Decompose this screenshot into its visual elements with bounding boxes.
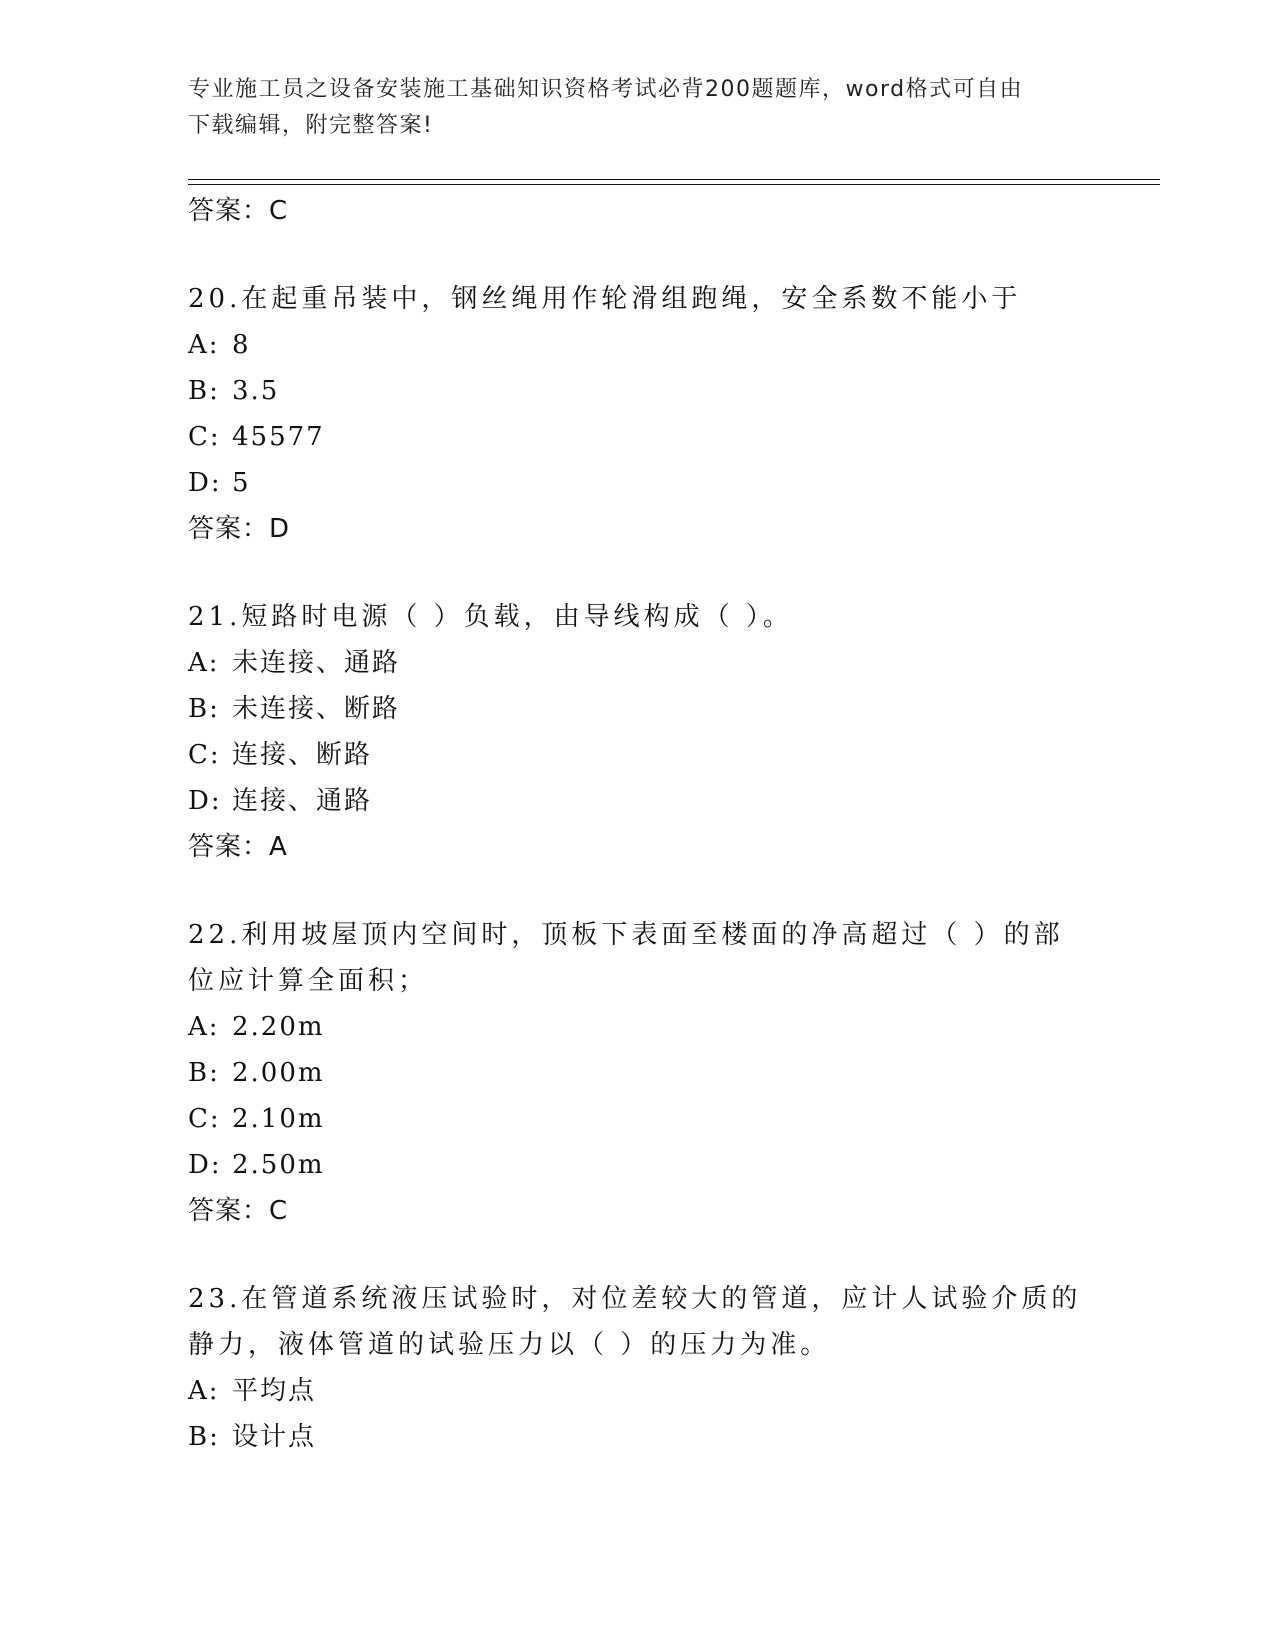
option-text: 2.00m: [232, 1058, 325, 1088]
option-key: D:: [188, 1150, 222, 1180]
header-line-1: 专业施工员之设备安装施工基础知识资格考试必背200题题库，word格式可自由: [188, 77, 1024, 102]
option-text: 平均点: [232, 1376, 317, 1406]
option-key: A:: [188, 1376, 220, 1406]
option-text: 2.50m: [232, 1150, 325, 1180]
option-text: 8: [232, 330, 251, 360]
option-key: D:: [188, 468, 222, 498]
option-a: [188, 1368, 1088, 1414]
option-b: [188, 1050, 1088, 1096]
option-key: B:: [188, 1422, 220, 1452]
document-header: [188, 72, 1088, 144]
option-c: [188, 732, 1088, 778]
option-key: D:: [188, 786, 222, 816]
question-stem: 20.在起重吊装中，钢丝绳用作轮滑组跑绳，安全系数不能小于: [188, 284, 1022, 314]
option-key: A:: [188, 648, 220, 678]
option-b: [188, 368, 1088, 414]
option-text: 未连接、通路: [232, 648, 401, 678]
option-text: 3.5: [232, 376, 280, 406]
answer-line: 答案：C: [188, 1196, 289, 1226]
option-b: [188, 1414, 1088, 1460]
option-text: 未连接、断路: [232, 694, 401, 724]
option-b: [188, 686, 1088, 732]
answer-line: 答案：A: [188, 832, 288, 862]
option-d: [188, 460, 1088, 506]
question-23: [188, 1276, 1088, 1460]
option-text: 5: [232, 468, 251, 498]
question-20: [188, 276, 1088, 552]
question-stem: 22.利用坡屋顶内空间时，顶板下表面至楼面的净高超过（ ）的部位应计算全面积；: [188, 920, 1064, 996]
option-c: [188, 414, 1088, 460]
header-line-2: 下载编辑，附完整答案!: [188, 113, 434, 138]
option-key: C:: [188, 1104, 221, 1134]
option-text: 设计点: [232, 1422, 317, 1452]
option-a: [188, 1004, 1088, 1050]
option-text: 连接、断路: [232, 740, 373, 770]
option-text: 2.10m: [232, 1104, 325, 1134]
previous-answer: 答案：C: [188, 196, 289, 226]
option-a: [188, 322, 1088, 368]
option-key: A:: [188, 1012, 220, 1042]
option-d: [188, 1142, 1088, 1188]
header-divider-bottom: [188, 184, 1160, 185]
question-22: [188, 912, 1088, 1234]
option-text: 连接、通路: [232, 786, 373, 816]
question-list: [188, 188, 1088, 1460]
option-c: [188, 1096, 1088, 1142]
header-divider-top: [188, 179, 1160, 180]
option-text: 2.20m: [232, 1012, 325, 1042]
answer-line: 答案：D: [188, 514, 291, 544]
option-key: B:: [188, 376, 220, 406]
option-a: [188, 640, 1088, 686]
option-text: 45577: [232, 422, 325, 452]
question-stem: 21.短路时电源（ ）负载，由导线构成（ ）。: [188, 602, 793, 632]
question-21: [188, 594, 1088, 870]
option-key: B:: [188, 1058, 220, 1088]
option-key: C:: [188, 740, 221, 770]
option-key: A:: [188, 330, 220, 360]
option-key: C:: [188, 422, 221, 452]
option-key: B:: [188, 694, 220, 724]
option-d: [188, 778, 1088, 824]
question-stem: 23.在管道系统液压试验时，对位差较大的管道，应计人试验介质的静力，液体管道的试验压力以（ ）的压力为准。: [188, 1284, 1082, 1360]
